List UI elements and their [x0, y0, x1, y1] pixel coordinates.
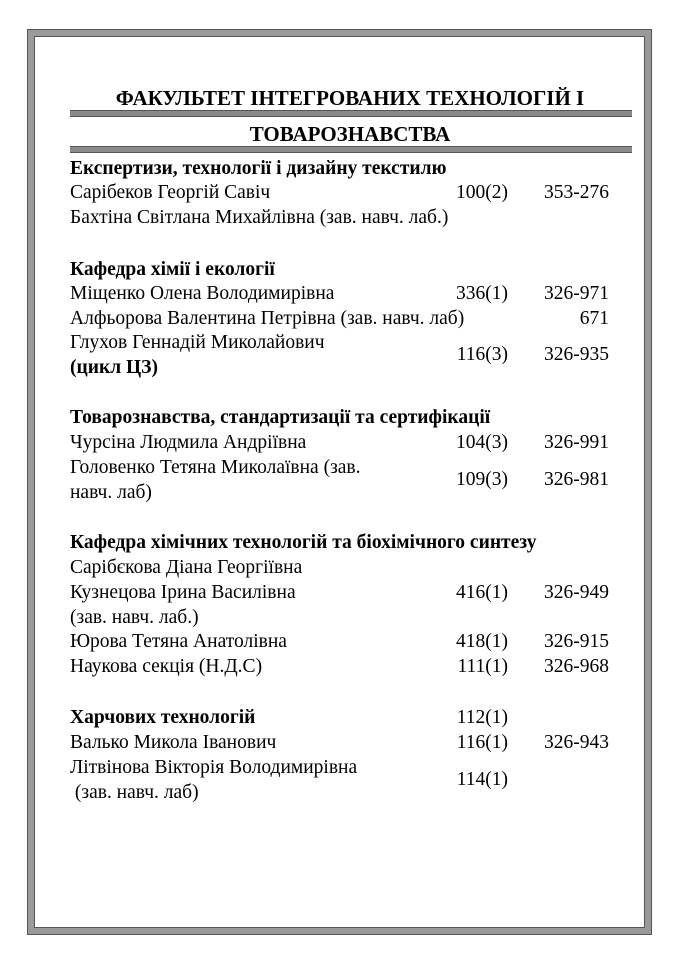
staff-row: Глухов Геннадій Миколайович (цикл ЦЗ) 116(3) 326-935 — [70, 332, 609, 378]
staff-row: Літвінова Вікторія Володимирівна (зав. навч. лаб) 114(1) — [70, 757, 508, 803]
title-rule-bottom — [70, 146, 632, 153]
faculty-title-line1: ФАКУЛЬТЕТ ІНТЕГРОВАНИХ ТЕХНОЛОГІЙ І — [115, 86, 585, 110]
title-rule-top — [70, 110, 632, 117]
faculty-title-line2: ТОВАРОЗНАВСТВА — [249, 122, 451, 146]
staff-row: Головенко Тетяна Миколаївна (зав. навч. лаб) 109(3) 326-981 — [70, 457, 609, 503]
